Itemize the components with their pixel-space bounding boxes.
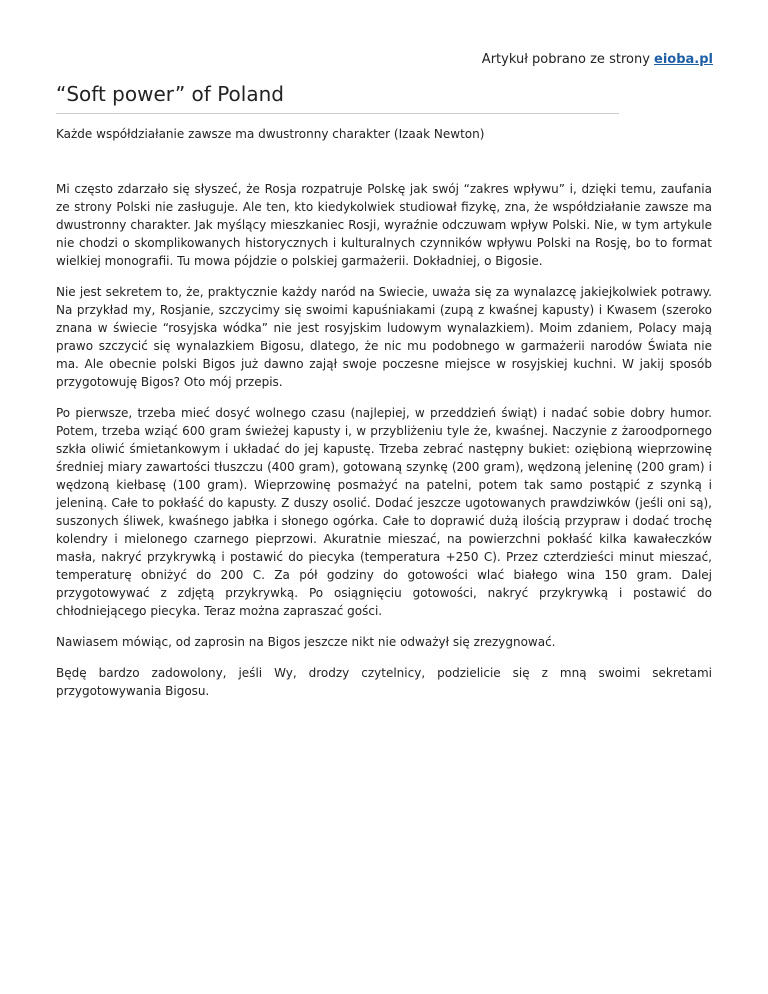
page-title: “Soft power” of Poland bbox=[56, 82, 284, 106]
source-prefix: Artykuł pobrano ze strony bbox=[481, 52, 655, 67]
title-divider bbox=[56, 113, 619, 114]
article-motto: Każde współdziałanie zawsze ma dwustronny charakter (Izaak Newton) bbox=[56, 127, 485, 141]
paragraph: Mi często zdarzało się słyszeć, że Rosja rozpatruje Polskę jak swój “zakres wpływu” i, dzięki temu, zaufania ze strony Polski nie zasługuje. Ale ten, kto kiedykolwiek studiował fizykę, zna, że współdziałanie zawsze ma dwustronny charakter. Jak myślący mieszkaniec Rosji, wyraźnie odczuwam wpływ Polski. Nie, w tym artykule nie chodzi o skomplikowanych historycznych i kulturalnych czynników wpływu Polski na Rosję, bo to format wielkiej monografii. Tu mowa pójdzie o polskiej garmażerii. Dokładniej, o Bigosie. bbox=[56, 182, 712, 268]
paragraph: Po pierwsze, trzeba mieć dosyć wolnego czasu (najlepiej, w przeddzień świąt) i nadać sobie dobry humor. Potem, trzeba wziąć 600 gram świeżej kapusty i, w przybliżeniu tyle że, kwaśnej. Naczynie z żaroodpornego szkła oliwić śmietankowym i układać do jej kapustę. Trzeba zebrać następny bukiet: oziębioną wieprzowinę średniej miary zawartości tłuszczu (400 gram), gotowaną szynkę (200 gram), wędzoną jeleninę (200 gram) i wędzoną kiełbasę (100 gram). Wieprzowinę posmażyć na patelni, potem tak samo postąpić z szynką i jeleniną. Całe to pokłaść do kapusty. Z duszy osolić. Dodać jeszcze ugotowanych prawdziwków (jeśli oni są), suszonych śliwek, kwaśnego jabłka i słonego ogórka. Całe to doprawić dużą ilością przypraw i dodać trochę kolendry i mielonego czarnego pieprzowi. Akuratnie mieszać, na powierzchni pokłaść kilka kawałeczków masła, nakryć przykrywką i postawić do piecyka (temperatura +250 C). Przez czterdzieści minut mieszać, temperaturę obniżyć do 200 C. Za pół godziny do gotowości wlać białego wina 150 gram. Dalej przygotowywać z zdjętą przykrywką. Po osiągnięciu gotowości, nakryć przykrywką i postawić do chłodniejącego piecyka. Teraz można zapraszać gości. bbox=[56, 406, 712, 618]
site-link[interactable]: eioba.pl bbox=[654, 52, 713, 67]
paragraph: Nie jest sekretem to, że, praktycznie każdy naród na Swiecie, uważa się za wynalazcę jakiejkolwiek potrawy. Na przykład my, Rosjanie, szczycimy się swoimi kapuśniakami (zupą z kwaśnej kapusty) i Kwasem (szeroko znana w świecie “rosyjska wódka” nie jest rosyjskim ludowym wynalazkiem). Moim zdaniem, Polacy mają prawo szczycić się wynalazkiem Bigosu, dlatego, że nic mu podobnego w garmażerii narodów Świata nie ma. Ale obecnie polski Bigos już dawno zajął swoje poczesne miejsce w rosyjskiej kuchni. W jakij sposób przygotowuję Bigos? Oto mój przepis. bbox=[56, 285, 712, 389]
source-attribution bbox=[482, 52, 713, 67]
article-body bbox=[56, 125, 712, 713]
paragraph: Będę bardzo zadowolony, jeśli Wy, drodzy czytelnicy, podzielicie się z mną swoimi sekretami przygotowywania Bigosu. bbox=[56, 666, 712, 698]
paragraph: Nawiasem mówiąc, od zaprosin na Bigos jeszcze nikt nie odważył się zrezygnować. bbox=[56, 635, 556, 649]
